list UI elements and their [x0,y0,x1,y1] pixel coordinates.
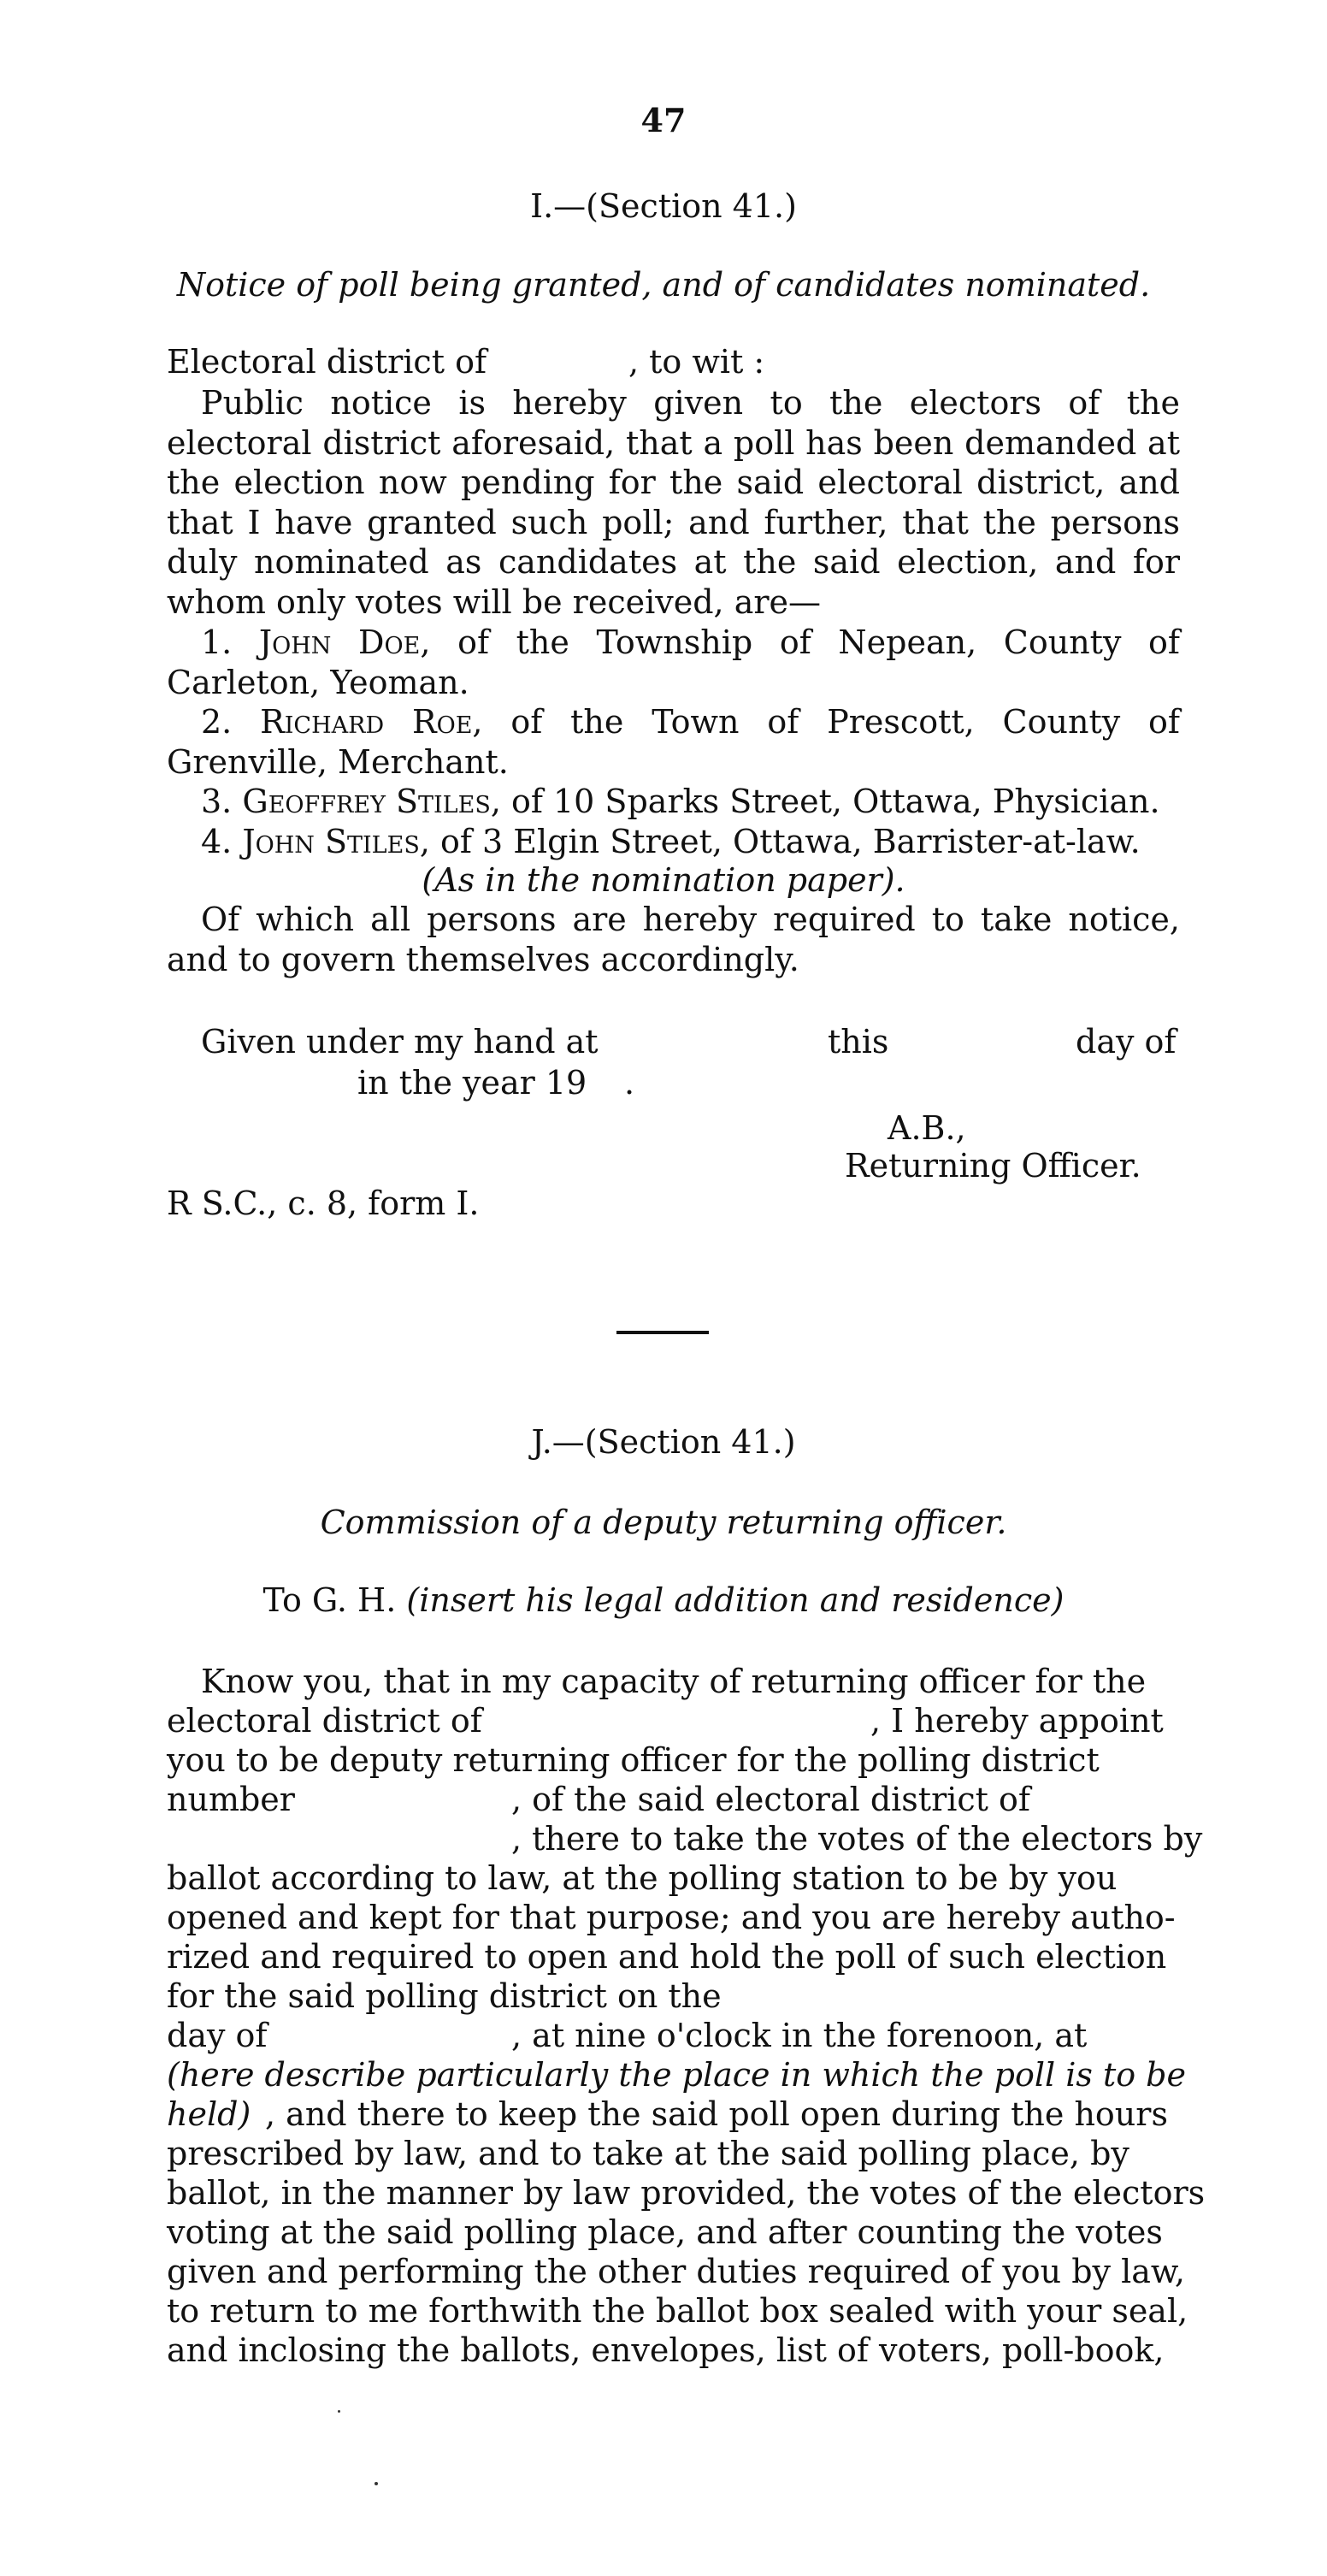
commission-line: day of [167,2017,268,2054]
candidate-item: 4. John Stiles, of 3 Elgin Street, Ottawa, Barrister-at-law. [201,822,1141,860]
given-line-2: in the year 19 [357,1064,587,1102]
candidate-item: 3. Geoffrey Stiles, of 10 Sparks Street, Ottawa, Physician. [201,783,1160,820]
notice-paragraph: Public notice is hereby given to the electors of the electoral district aforesaid, that a poll has been demanded at the election now pending for the said electoral district, and that I have granted such poll; and further, that the persons duly nominated as candidates at the said election, and for whom only votes will be received, are— [167,384,1180,621]
section-j-subtitle: Commission of a deputy returning officer. [320,1504,1007,1541]
commission-line: opened and kept for that purpose; and you are hereby autho- [167,1899,1176,1936]
nomination-note: (As in the nomination paper). [422,861,905,899]
citation: R S.C., c. 8, form I. [167,1185,480,1222]
commission-line: voting at the said polling place, and after counting the votes [167,2213,1163,2251]
commission-line: held) [167,2095,251,2133]
commission-line: , and there to keep the said poll open during the hours [265,2095,1168,2133]
candidate-item: 1. John Doe, of the Township of Nepean, County of Carleton, Yeoman. [167,623,1180,701]
closing-paragraph: Of which all persons are hereby required to take notice, and to govern themselves accordingly. [167,901,1180,978]
given-day-of: day of [1076,1023,1177,1061]
commission-line: to return to me forthwith the ballot box sealed with your seal, [167,2292,1188,2330]
section-i-heading: I.—(Section 41.) [530,187,797,225]
district-suffix: , to wit : [628,343,765,381]
given-line-1: Given under my hand at [201,1023,599,1061]
commission-line: and inclosing the ballots, envelopes, list of voters, poll-book, [167,2331,1165,2369]
commission-line: rized and required to open and hold the poll of such election [167,1938,1167,1976]
to-line: To G. H. (insert his legal addition and residence) [262,1581,1065,1619]
commission-line: (here describe particularly the place in which the poll is to be [167,2056,1186,2094]
commission-line: given and performing the other duties required of you by law, [167,2253,1185,2290]
commission-line: , at nine o'clock in the forenoon, at [511,2017,1088,2054]
candidate-list [167,623,1180,861]
district-label: Electoral district of [167,343,487,381]
given-this: this [828,1023,889,1061]
commission-line: ballot according to law, at the polling station to be by you [167,1859,1118,1897]
section-i-subtitle: Notice of poll being granted, and of candidates nominated. [176,266,1151,304]
print-speck [338,2410,340,2413]
section-divider [616,1331,709,1334]
commission-line: for the said polling district on the [167,1977,722,2015]
commission-line: prescribed by law, and to take at the said polling place, by [167,2135,1129,2172]
commission-line: Know you, that in my capacity of returning officer for the [201,1663,1147,1700]
commission-line: , I hereby appoint [870,1702,1164,1740]
commission-line: number [167,1781,295,1818]
closing-block [167,900,1180,979]
commission-line: ballot, in the manner by law provided, the votes of the electors [167,2174,1206,2212]
signature-name: A.B., [888,1109,966,1147]
commission-line: electoral district of [167,1702,482,1740]
notice-paragraph-block [167,383,1180,622]
page-number: 47 [640,101,687,139]
candidate-item: 2. Richard Roe, of the Town of Prescott, County of Grenville, Merchant. [167,703,1180,781]
given-dot: . [624,1064,635,1102]
commission-line: , there to take the votes of the electors by [511,1820,1203,1858]
commission-line: , of the said electoral district of [511,1781,1030,1818]
signature-title: Returning Officer. [845,1147,1141,1185]
commission-line: you to be deputy returning officer for the polling district [167,1741,1100,1779]
print-speck [375,2482,378,2485]
section-j-heading: J.—(Section 41.) [531,1423,796,1461]
